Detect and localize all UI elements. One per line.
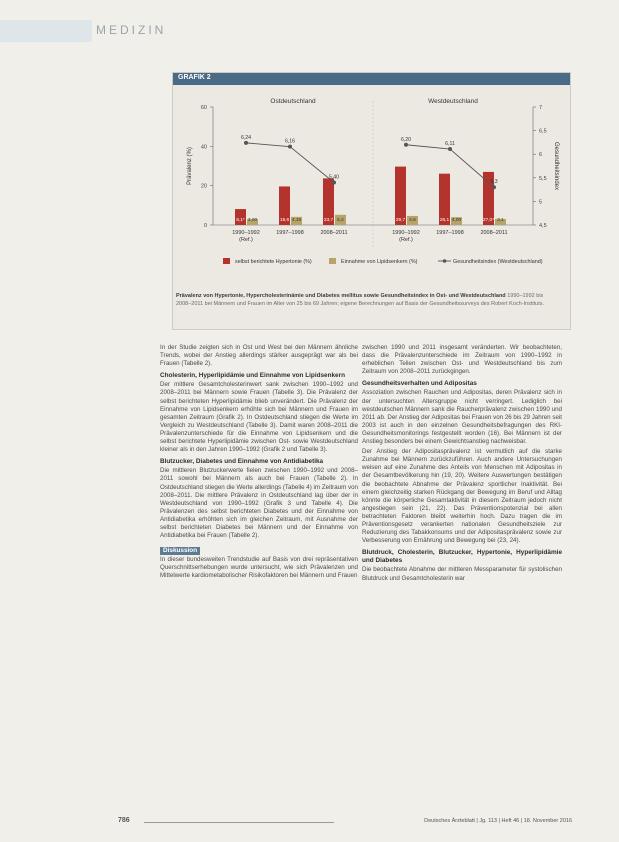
- line-gesundheitsindex: [246, 143, 334, 183]
- y2-tick-label: 7: [539, 105, 543, 111]
- header-bar: [0, 20, 92, 42]
- line-point-label: 6,16: [284, 138, 296, 145]
- paragraph: Die mittleren Blutzuckerwerte fielen zwischen 1990–1992 und 2008–2011 sowohl bei Männern als auch bei Frauen (Tabelle 2). In Ostdeutschland stiegen die Werte allerdings (Tabelle 4) im Zeitraum von 2008–2011. Die mittlere Prävalenz in Ostdeutschland lag über der in Westdeutschland von 1990–1992 (Grafik 3 und Tabelle 4). Die Prävalenzen des selbst berichteten Diabetes und der Einnahme von Antidiabetika erhöhten sich im gleichen Zeitraum, mit Ausnahme der selbst berichteten Diabetes bei Männern und der Einnahme von Antidiabetika bei Frauen (Tabelle 2).: [160, 467, 358, 540]
- line-point: [448, 147, 452, 151]
- text-column-left: [160, 344, 358, 583]
- page-footer: [118, 817, 578, 829]
- section-heading: Diskussion: [160, 547, 200, 555]
- bar-label-lipidsenker: 3,1: [497, 218, 504, 223]
- line-point-label: 6,20: [400, 136, 412, 143]
- figure-label: GRAFIK 2: [178, 74, 211, 81]
- line-point: [332, 181, 336, 185]
- line-point-label: 6,24: [240, 134, 252, 141]
- line-point-label: 6,11: [445, 141, 455, 148]
- section-heading: Blutzucker, Diabetes und Einnahme von Antidiabetika: [160, 458, 324, 466]
- y2-axis-title: Gesundheitsindex: [553, 141, 559, 191]
- bar-label-hypertonie: 27,0*: [482, 218, 495, 223]
- figure-caption: [176, 292, 560, 308]
- figure-header: [173, 73, 570, 85]
- y2-tick-label: 4,5: [539, 223, 547, 229]
- section-heading: Cholesterin, Hyperlipidämie und Einnahme von Lipidsenkern: [160, 372, 346, 380]
- x-tick-label: 1997–1998: [436, 230, 464, 236]
- legend-label: Einnahme von Lipidsenkern (%): [341, 259, 418, 265]
- legend-label: selbst berichtete Hypertonie (%): [235, 259, 312, 265]
- text-column-right: [362, 344, 562, 585]
- section-heading: Blutdruck, Cholesterin, Blutzucker, Hypertonie, Hyperlipidämie und Diabetes: [362, 549, 562, 565]
- x-tick-label: 1997–1998: [276, 230, 304, 236]
- y-tick-label: 40: [200, 144, 207, 151]
- footer-rule: [144, 822, 334, 823]
- paragraph: Die beobachtete Abnahme der mittleren Messparameter für systolischen Blutdruck und Gesamtcholesterin war: [362, 566, 562, 582]
- y2-tick-label: 6,5: [539, 128, 547, 135]
- section-heading: Gesundheitsverhalten und Adipositas: [362, 380, 477, 388]
- caption-title: Prävalenz von Hypertonie, Hypercholesterinämie und Diabetes mellitus sowie Gesundheitsindex in Ost- und Westdeutschland: [176, 293, 506, 299]
- line-point: [492, 185, 496, 189]
- y2-tick-label: 6: [539, 152, 543, 159]
- line-point-label: 5,40: [328, 174, 340, 181]
- line-point: [404, 143, 408, 147]
- legend-label: Gesundheitsindex (Westdeutschland): [453, 259, 543, 265]
- y-tick-label: 0: [203, 223, 207, 229]
- running-header: [0, 20, 619, 42]
- paragraph: In dieser bundesweiten Trendstudie auf Basis von drei repräsentativen Querschnittserhebungen wurde untersucht, wie sich Prävalenzen und Mittelwerte kardiometabolischer Risikofaktoren bei Männern und Frauen: [160, 556, 358, 580]
- bar-label-hypertonie: 8,1*: [236, 218, 245, 223]
- bar-label-hypertonie: 29,7: [395, 218, 406, 223]
- bar-hypertonie: [395, 167, 406, 225]
- caption-text: 1990–1992 bis 2008–2011 bei Männern und Frauen im Alter von 25 bis 69 Jahren; eigene Berechnungen auf Basis der Gesundheitssurveys des Robert Koch-Instituts.: [176, 293, 545, 307]
- paragraph: Der mittlere Gesamtcholesterinwert sank zwischen 1990–1992 und 2008–2011 bei Männern sowie Frauen (Tabelle 3). Die Prävalenz der selbst berichteten Hyperlipidämie blieb unverändert. Die Prävalenz der Einnahme von Lipidsenkern erhöhte sich bei Männern und Frauen im gesamten Zeitraum (Grafik 2). In Ostdeutschland stiegen die Werte im Vergleich zu Westdeutschland (Tabelle 3). Damit waren 2008–2011 die Prävalenzunterschiede für die Einnahme von Lipidsenkern und die selbst berichtete Hyperlipidämie zwischen Ost- sowie Westdeutschland kleiner als in den Jahren 1990–1992 (Grafik 2 und Tabelle 3).: [160, 381, 358, 454]
- y2-tick-label: 5,5: [539, 175, 547, 182]
- panel-title: Ostdeutschland: [270, 98, 316, 105]
- x-tick-label: 1990–1992: [232, 230, 260, 236]
- x-tick-label: 2008–2011: [320, 230, 348, 236]
- line-point-label: 5,3: [490, 179, 498, 186]
- bar-label-lipidsenker: 4,15: [291, 218, 302, 223]
- panel-title: Westdeutschland: [428, 98, 478, 105]
- x-tick-label-sub: (Ref.): [239, 237, 253, 243]
- bar-label-hypertonie: 19,6: [279, 218, 290, 223]
- x-tick-label: 2008–2011: [480, 230, 508, 236]
- y-tick-label: 20: [200, 183, 207, 190]
- legend-swatch: [329, 258, 336, 264]
- legend-point: [443, 259, 447, 263]
- bar-label-lipidsenker: 3,00: [247, 218, 258, 223]
- paragraph: Der Anstieg der Adipositasprävalenz ist vermutlich auf die starke Zunahme bei Männern zurückzuführen. Auch andere Untersuchungen weisen auf eine Zunahme des Anteils von Menschen mit Adipositas in der Gesamtbevölkerung hin (19, 20). Weitere Auswertungen bestätigen die beobachtete Abnahme der Prävalenz sportlicher Inaktivität. Bei einem gleichzeitig starken Rückgang der Bewegung im Beruf und Alltag könnte die körperliche Gesamtaktivität in diesem Zeitraum jedoch nicht angestiegen sein (21, 22). Das Präventionspotenzial bei allen betrachteten Faktoren bleibt weiterhin hoch. Dazu tragen die im Präventionsgesetz verankerten nationalen Gesundheitsziele zur Reduzierung des Tabakkonsums und der Adipositasprävalenz sowie zur Verbesserung von Ernährung und Bewegung bei (23, 24).: [362, 448, 562, 545]
- journal-citation: Deutsches Ärzteblatt | Jg. 113 | Heft 46 | 18. November 2016: [424, 818, 572, 824]
- y-axis-title: Prävalenz (%): [187, 147, 193, 185]
- bar-label-lipidsenker: 4,6: [409, 218, 416, 223]
- y-tick-label: 60: [200, 105, 207, 111]
- x-tick-label: 1990–1992: [392, 230, 420, 236]
- paragraph: In der Studie zeigten sich in Ost und West bei den Männern ähnliche Trends, wobei der Anstieg allerdings stärker ausgeprägt war als bei Frauen (Tabelle 2).: [160, 344, 358, 368]
- bar-label-hypertonie: 23,7: [323, 218, 334, 223]
- legend-swatch: [223, 258, 230, 264]
- bar-label-lipidsenker: 4,00: [451, 218, 462, 223]
- paragraph: zwischen 1990 und 2011 insgesamt veränderten. Wir beobachteten, dass die Prävalenzunterschiede im Zeitraum von 1990–1992 in erheblichen Teilen zwischen Ost- und Westdeutschland bis zum Zeitraum von 2008–2011 zurückgingen.: [362, 344, 562, 376]
- bar-line-chart: [173, 87, 570, 301]
- bar-label-lipidsenker: 5,2: [337, 218, 344, 223]
- bar-label-hypertonie: 26,1: [439, 218, 450, 223]
- line-point: [244, 141, 248, 145]
- x-tick-label-sub: (Ref.): [399, 237, 413, 243]
- section-label: MEDIZIN: [96, 23, 167, 37]
- page-number: 786: [118, 817, 130, 824]
- line-point: [288, 145, 292, 149]
- paragraph: Assoziation zwischen Rauchen und Adipositas, deren Prävalenz sich in der untersuchten Altersgruppe nicht verringert. Lediglich bei westdeutschen Männern sank die Raucherprävalenz zwischen 1990 und 2011 ab. Der Anstieg der Adipositas bei Frauen von 26 bis 29 Jahren seit 2003 ist auch in den einzelnen Gesundheitsbefragungen des RKI-Gesundheitsmonitorings festgestellt worden (16). Bei Männern ist der Anstieg besonders bei einem Gewichtsanstieg nachweisbar.: [362, 389, 562, 446]
- y2-tick-label: 5: [539, 199, 543, 206]
